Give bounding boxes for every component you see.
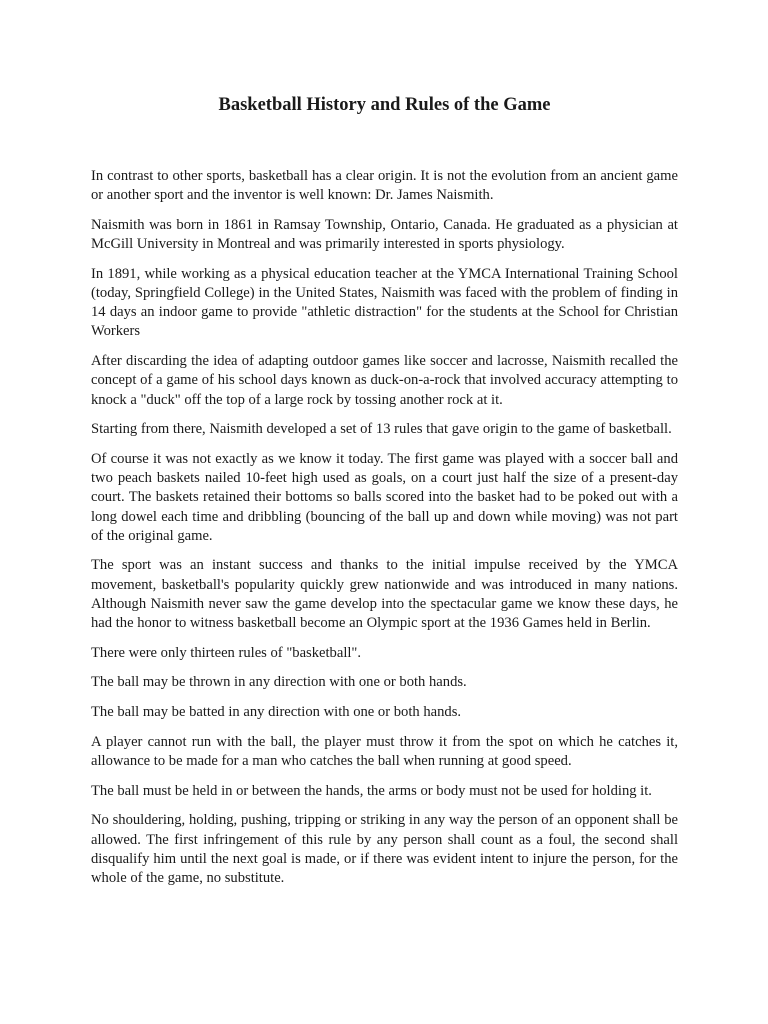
paragraph-13-rules: Starting from there, Naismith developed a set of 13 rules that gave origin to the game of basketball. (91, 421, 672, 438)
paragraph-rule-5: No shouldering, holding, pushing, tripping or striking in any way the person of an opponent shall be allowed. The first infringement of this rule by any person shall count as a foul, the second shall disqualify him until the next goal is made, or if there was evident intent to injure the person, for the whole of the game, no substitute. (91, 812, 678, 887)
paragraph-ymca-1891: In 1891, while working as a physical education teacher at the YMCA International Training School (today, Springfield College) in the United States, Naismith was faced with the problem of finding in 14 days an indoor game to provide "athletic distraction" for the students at the School for Christian Workers (91, 265, 678, 340)
paragraph-duck-on-a-rock: After discarding the idea of adapting outdoor games like soccer and lacrosse, Naismith recalled the concept of a game of his school days known as duck-on-a-rock that involved accuracy attempting to knock a "duck" off the top of a large rock by tossing another rock at it. (91, 353, 678, 408)
paragraph-first-game: Of course it was not exactly as we know it today. The first game was played with a soccer ball and two peach baskets nailed 10-feet high used as goals, on a court just half the size of a present-day court. The baskets retained their bottoms so balls scored into the basket had to be poked out with a long dowel each time and dribbling (bouncing of the ball up and down while moving) was not part of the original game. (91, 450, 678, 544)
paragraph-rule-4: The ball must be held in or between the hands, the arms or body must not be used for holding it. (91, 782, 652, 799)
paragraph-thirteen-rules-intro: There were only thirteen rules of "basketball". (91, 644, 362, 661)
paragraph-instant-success: The sport was an instant success and thanks to the initial impulse received by the YMCA movement, basketball's popularity quickly grew nationwide and was introduced in many nations. Although Naismith never saw the game develop into the spectacular game we know these days, he had the honor to witness basketball become an Olympic sport at the 1936 Games held in Berlin. (91, 557, 678, 632)
paragraph-rule-2: The ball may be batted in any direction with one or both hands. (91, 704, 462, 721)
document-title: Basketball History and Rules of the Game (218, 95, 551, 115)
paragraph-rule-3: A player cannot run with the ball, the player must throw it from the spot on which he catches it, allowance to be made for a man who catches the ball when running at good speed. (91, 733, 678, 770)
paragraph-naismith-bio: Naismith was born in 1861 in Ramsay Township, Ontario, Canada. He graduated as a physician at McGill University in Montreal and was primarily interested in sports physiology. (91, 216, 678, 253)
paragraph-rule-1: The ball may be thrown in any direction with one or both hands. (91, 674, 467, 691)
paragraph-origin: In contrast to other sports, basketball has a clear origin. It is not the evolution from an ancient game or another sport and the inventor is well known: Dr. James Naismith. (91, 168, 678, 204)
